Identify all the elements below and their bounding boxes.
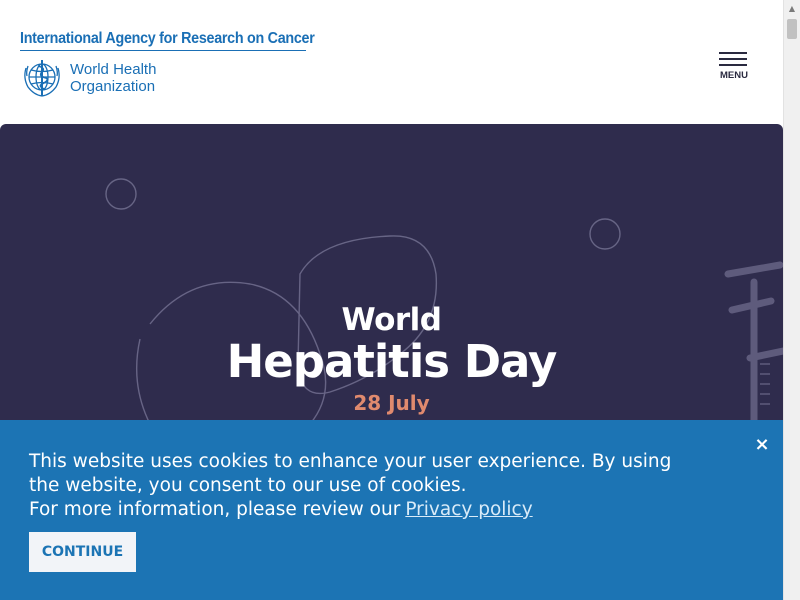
who-logo xyxy=(20,56,306,100)
hamburger-icon xyxy=(719,52,747,54)
who-name-line1: World Health xyxy=(70,61,157,78)
who-wordmark xyxy=(70,61,156,95)
cookie-banner xyxy=(0,420,783,600)
menu-button[interactable] xyxy=(715,50,753,84)
scrollbar-thumb[interactable] xyxy=(787,19,797,39)
privacy-policy-link[interactable]: Privacy policy xyxy=(405,499,533,520)
cookie-message-line3-text: For more information, please review our xyxy=(29,499,401,520)
hamburger-icon-bar xyxy=(719,58,747,60)
hamburger-icon-bar xyxy=(719,64,747,66)
cookie-message xyxy=(29,450,672,522)
brand-logo[interactable] xyxy=(20,30,315,100)
scroll-up-arrow-icon[interactable]: ▲ xyxy=(788,4,796,13)
hero-subtitle: World xyxy=(341,302,442,338)
hero-title: Hepatitis Day xyxy=(226,335,557,388)
cookie-message-line3 xyxy=(29,498,669,522)
org-title: International Agency for Research on Cancer xyxy=(20,30,315,47)
who-emblem-icon xyxy=(20,56,64,100)
site-header xyxy=(0,0,783,124)
cookie-message-line2: the website, you consent to our use of cookies. xyxy=(29,475,467,496)
continue-button[interactable]: CONTINUE xyxy=(29,532,136,572)
cookie-message-line1: This website uses cookies to enhance your user experience. By using xyxy=(29,451,672,472)
brand-divider xyxy=(20,50,306,51)
menu-label: MENU xyxy=(720,70,748,81)
vertical-scrollbar[interactable] xyxy=(783,0,800,600)
who-name-line2: Organization xyxy=(70,78,156,95)
close-icon[interactable]: × xyxy=(754,434,770,455)
hero-date: 28 July xyxy=(353,391,430,415)
